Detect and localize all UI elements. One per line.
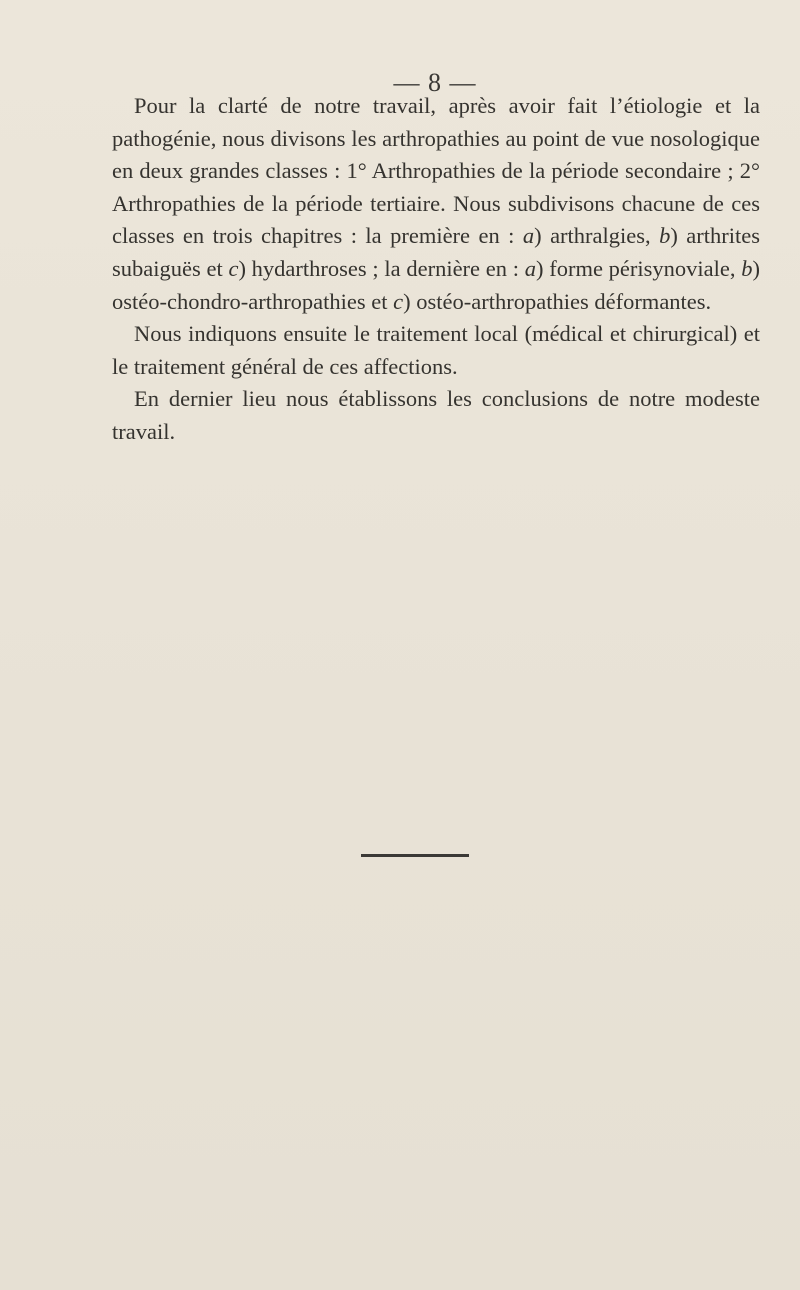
text-run: Pour la clarté de notre travail, après avoir fait l’étiologie et la pathogénie, nous divisons les arthropathies au point de vue nosologique en deux grandes classes : 1° Arthropathies de la période secondaire ; 2° Arthropathies de la période tertiaire. Nous subdivisons chacune de ces classes en trois chapitres : la première en :: [112, 93, 760, 249]
text-run-italic: b: [659, 223, 671, 249]
text-run: ) arthrites subaiguës et: [112, 223, 760, 281]
section-divider-rule: [361, 854, 469, 857]
text-run: En dernier lieu nous établissons les conclusions de notre modeste travail.: [112, 386, 760, 444]
text-run: ) ostéo-chondro-arthropathies et: [112, 255, 760, 314]
body-text: [112, 90, 760, 449]
paragraph-3: [112, 383, 760, 448]
text-run-italic: a: [522, 223, 535, 249]
text-run-italic: b: [741, 255, 753, 281]
text-run-italic: c: [393, 288, 404, 314]
text-run: ) arthralgies,: [534, 223, 660, 249]
text-run: Nous indiquons ensuite le traitement local (médical et chirurgical) et le traitement général de ces affections.: [112, 321, 760, 379]
text-run: ) hydarthroses ; la dernière en :: [238, 255, 525, 281]
paragraph-1: [112, 90, 760, 318]
page-number: — 8 —: [393, 68, 477, 97]
paragraph-2: [112, 318, 760, 383]
text-run: ) forme périsynoviale,: [535, 255, 742, 281]
text-run-italic: a: [524, 255, 536, 281]
text-run-italic: c: [228, 255, 239, 281]
text-run: ) ostéo-arthropathies déformantes.: [403, 288, 712, 314]
